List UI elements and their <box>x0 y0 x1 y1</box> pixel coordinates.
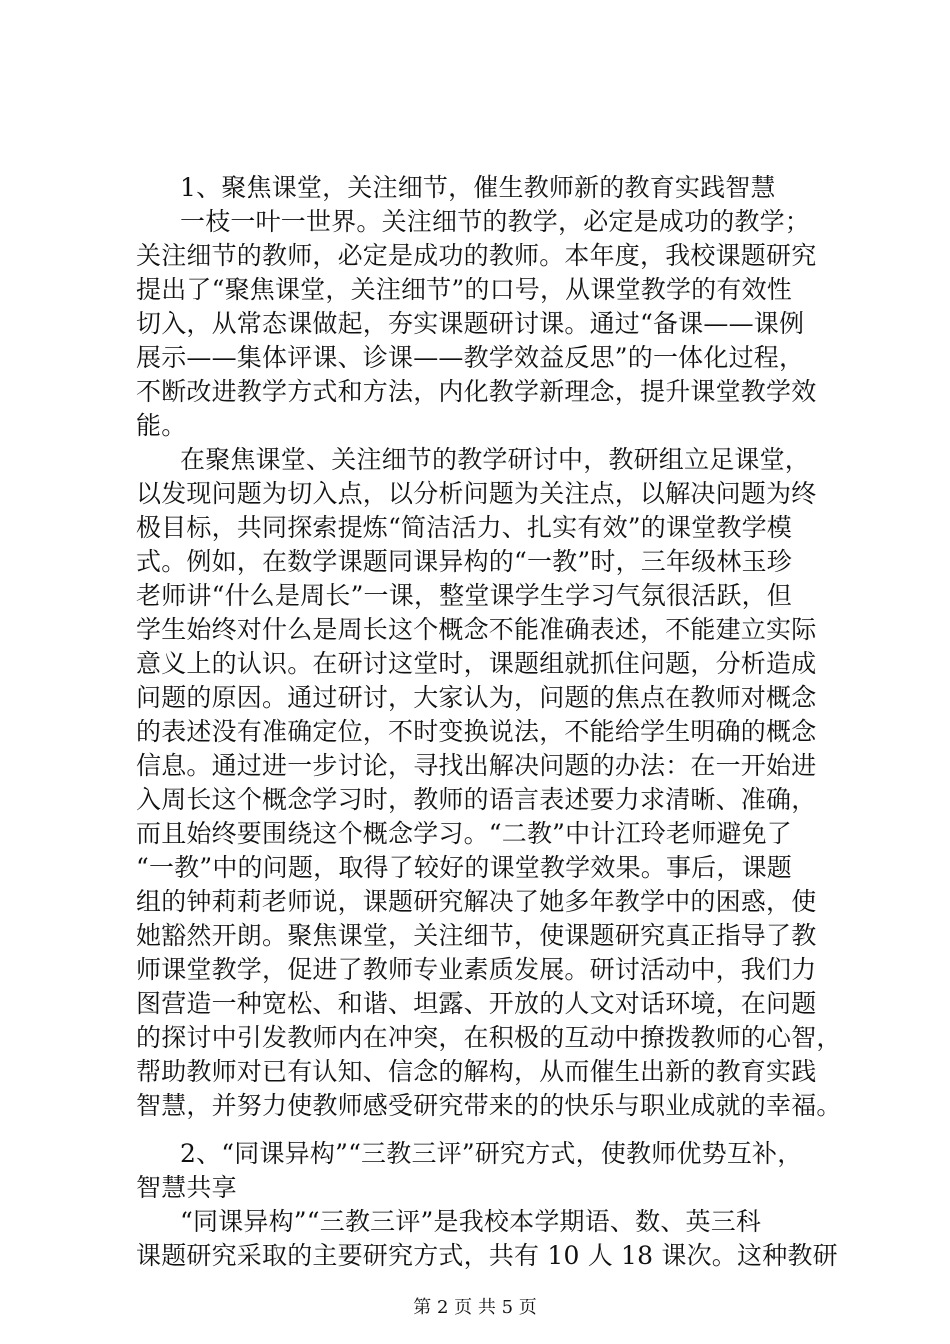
text-line: 图营造一种宽松、和谐、坦露、开放的人文对话环境，在问题 <box>136 989 817 1018</box>
text-line: 在聚焦课堂、关注细节的教学研讨中，教研组立足课堂， <box>180 445 811 474</box>
text-line: 课题研究采取的主要研究方式，共有 10 人 18 课次。这种教研 <box>136 1241 838 1270</box>
text-line: 问题的原因。通过研讨，大家认为，问题的焦点在教师对概念 <box>136 683 817 712</box>
text-line: 信息。通过进一步讨论，寻找出解决问题的办法：在一开始进 <box>136 751 817 780</box>
text-line: 以发现问题为切入点，以分析问题为关注点，以解决问题为终 <box>136 479 817 508</box>
page-footer: 第 2 页 共 5 页 <box>413 1297 537 1318</box>
text-line: 一枝一叶一世界。关注细节的教学，必定是成功的教学； <box>180 207 811 236</box>
text-line: 帮助教师对已有认知、信念的解构，从而催生出新的教育实践 <box>136 1057 817 1086</box>
section1-heading: 1、聚焦课堂，关注细节，催生教师新的教育实践智慧 <box>180 173 776 202</box>
section2-heading: 2、“同课异构”“三教三评”研究方式，使教师优势互补， <box>180 1139 803 1168</box>
text-line: 学生始终对什么是周长这个概念不能准确表述，不能建立实际 <box>136 615 817 644</box>
text-line: 师课堂教学，促进了教师专业素质发展。研讨活动中，我们力 <box>136 955 817 984</box>
section2-heading-continued: 智慧共享 <box>136 1173 237 1202</box>
text-line: 提出了“聚焦课堂，关注细节”的口号，从课堂教学的有效性 <box>136 275 792 304</box>
text-line: “同课异构”“三教三评”是我校本学期语、数、英三科 <box>180 1207 762 1236</box>
text-line: 切入，从常态课做起，夯实课题研讨课。通过“备课——课例 <box>136 309 805 338</box>
text-line: 式。例如，在数学课题同课异构的“一教”时，三年级林玉珍 <box>136 547 792 576</box>
text-line: 她豁然开朗。聚焦课堂，关注细节，使课题研究真正指导了教 <box>136 921 817 950</box>
text-line: 的表述没有准确定位，不时变换说法，不能给学生明确的概念 <box>136 717 817 746</box>
text-line: 意义上的认识。在研讨这堂时，课题组就抓住问题，分析造成 <box>136 649 817 678</box>
text-line: 极目标，共同探索提炼“简洁活力、扎实有效”的课堂教学模 <box>136 513 792 542</box>
text-line: 展示——集体评课、诊课——教学效益反思”的一体化过程， <box>136 343 805 372</box>
text-line: 能。 <box>136 411 187 440</box>
text-line: 而且始终要围绕这个概念学习。“二教”中计江玲老师避免了 <box>136 819 792 848</box>
text-line: “一教”中的问题，取得了较好的课堂教学效果。事后，课题 <box>136 853 792 882</box>
text-line: 不断改进教学方式和方法，内化教学新理念，提升课堂教学效 <box>136 377 817 406</box>
text-line: 的探讨中引发教师内在冲突，在积极的互动中撩拨教师的心智， <box>136 1023 842 1052</box>
text-line: 关注细节的教师，必定是成功的教师。本年度，我校课题研究 <box>136 241 817 270</box>
text-line: 智慧，并努力使教师感受研究带来的的快乐与职业成就的幸福。 <box>136 1091 842 1120</box>
text-line: 组的钟莉莉老师说，课题研究解决了她多年教学中的困惑，使 <box>136 887 817 916</box>
text-line: 老师讲“什么是周长”一课，整堂课学生学习气氛很活跃，但 <box>136 581 792 610</box>
text-line: 入周长这个概念学习时，教师的语言表述要力求清晰、准确， <box>136 785 817 814</box>
